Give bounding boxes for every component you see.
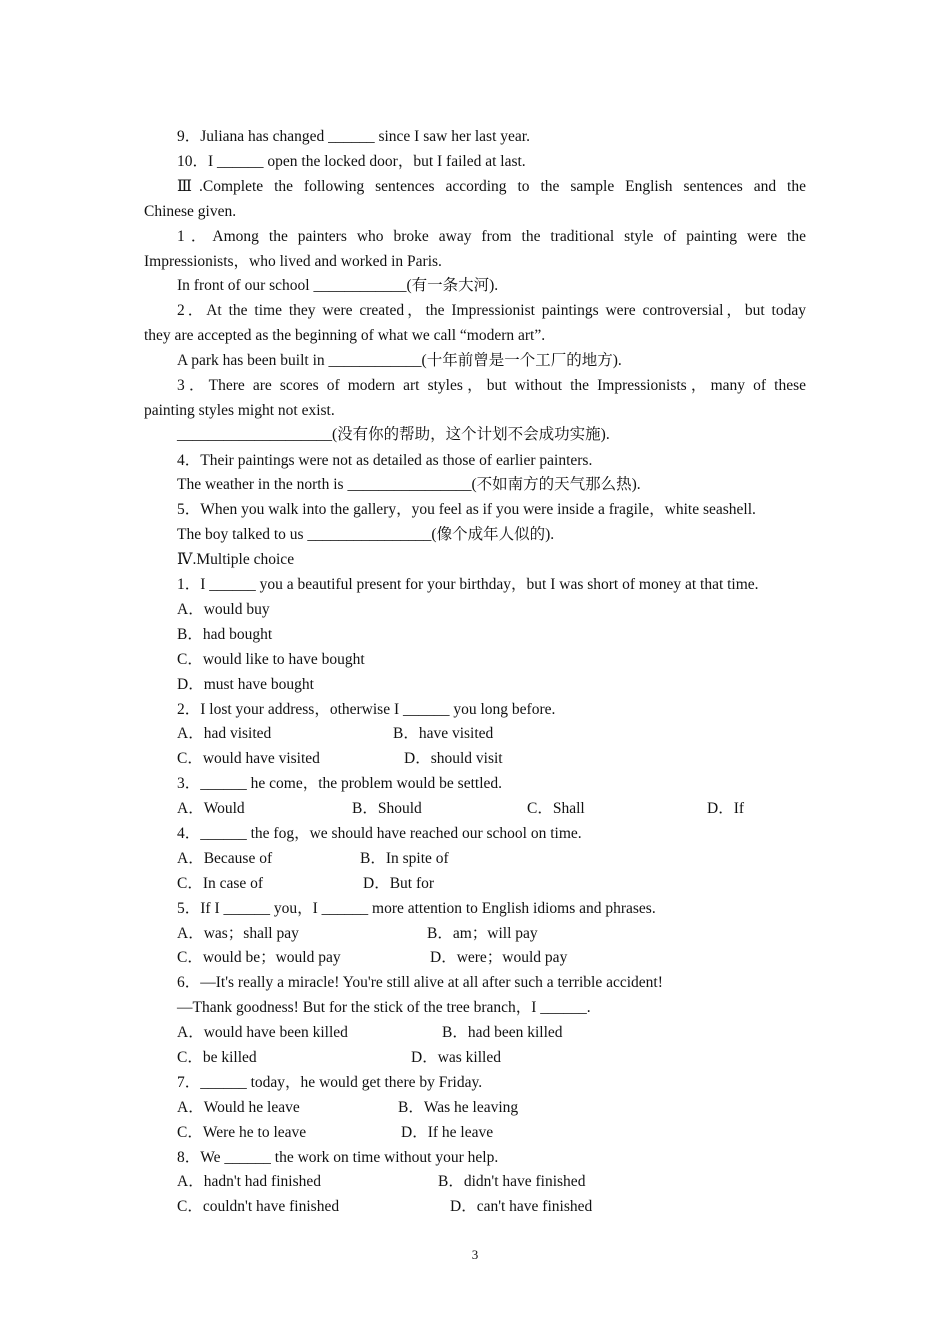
mc-7-option-c: C．Were he to leave [177,1124,307,1141]
mc-6-option-b: B．had been killed [442,1024,563,1041]
s3-item-1-sentence: 1．Among the painters who broke away from the traditional style of painting were the [177,228,806,245]
mc-4-option-d: D．But for [363,875,435,892]
mc-3-option-c: C．Shall [527,800,585,817]
mc-6-option-c: C．be killed [177,1049,257,1066]
mc-2-option-a: A．had visited [177,725,272,742]
mc-8-option-c: C．couldn't have finished [177,1198,340,1215]
mc-3-stem: 3．______ he come，the problem would be settled. [177,775,503,792]
mc-6-stem: 6．—It's really a miracle! You're still alive at all after such a terrible accident! [177,974,663,991]
page-number: 3 [471,1247,479,1262]
section-4-heading: Ⅳ.Multiple choice [177,551,295,568]
s3-item-5-task: The boy talked to us ________________(像个成年人似的). [177,526,555,543]
mc-7-option-a: A．Would he leave [177,1099,300,1116]
mc-7-option-b: B．Was he leaving [398,1099,519,1116]
mc-5-option-a: A．was；shall pay [177,925,299,942]
mc-2-option-b: B．have visited [393,725,494,742]
mc-5-stem: 5．If I ______ you，I ______ more attention to English idioms and phrases. [177,900,656,917]
s3-item-2-sentence: 2．At the time they were created，the Impressionist paintings were controversial，but today [177,302,806,319]
s3-item-2-task: A park has been built in ____________(十年前曾是一个工厂的地方). [177,352,622,369]
s3-item-1-task: In front of our school ____________(有一条大河). [177,277,499,294]
mc-3-option-a: A．Would [177,800,245,817]
s3-item-2-sentence-cont: they are accepted as the beginning of what we call “modern art”. [144,327,546,344]
section-3-heading: Ⅲ.Complete the following sentences according to the sample English sentences and the [177,178,806,195]
mc-2-option-c: C．would have visited [177,750,320,767]
mc-1-option-d: D．must have bought [177,676,314,693]
mc-4-stem: 4．______ the fog，we should have reached our school on time. [177,825,582,842]
s3-item-3-task: ____________________(没有你的帮助，这个计划不会成功实施). [177,426,610,443]
mc-1-option-b: B．had bought [177,626,273,643]
question-9: 9．Juliana has changed ______ since I saw her last year. [177,128,530,145]
mc-4-option-c: C．In case of [177,875,264,892]
s3-item-4-sentence: 4．Their paintings were not as detailed as those of earlier painters. [177,452,593,469]
mc-6-option-d: D．was killed [411,1049,501,1066]
s3-item-5-sentence: 5．When you walk into the gallery，you feel as if you were inside a fragile，white seashell. [177,501,756,518]
s3-item-1-sentence-cont: Impressionists，who lived and worked in Paris. [144,253,442,270]
mc-8-stem: 8．We ______ the work on time without your help. [177,1149,499,1166]
mc-4-option-a: A．Because of [177,850,273,867]
section-3-heading-cont: Chinese given. [144,203,237,220]
mc-5-option-c: C．would be；would pay [177,949,341,966]
mc-1-option-a: A．would buy [177,601,270,618]
mc-4-option-b: B．In spite of [360,850,449,867]
question-10: 10．I ______ open the locked door，but I failed at last. [177,153,526,170]
mc-1-option-c: C．would like to have bought [177,651,365,668]
mc-3-option-b: B．Should [352,800,422,817]
mc-1-stem: 1．I ______ you a beautiful present for your birthday，but I was short of money at that time. [177,576,759,593]
mc-7-stem: 7．______ today，he would get there by Friday. [177,1074,483,1091]
s3-item-3-sentence-cont: painting styles might not exist. [144,402,335,419]
s3-item-3-sentence: 3．There are scores of modern art styles，but without the Impressionists，many of these [177,377,806,394]
mc-6-option-a: A．would have been killed [177,1024,348,1041]
mc-5-option-b: B．am；will pay [427,925,538,942]
mc-2-option-d: D．should visit [404,750,503,767]
mc-5-option-d: D．were；would pay [430,949,568,966]
s3-item-4-task: The weather in the north is ________________(不如南方的天气那么热). [177,476,641,493]
mc-2-stem: 2．I lost your address，otherwise I ______ you long before. [177,701,556,718]
mc-3-option-d: D．If [707,800,745,817]
mc-8-option-b: B．didn't have finished [438,1173,586,1190]
mc-6-stem-reply: —Thank goodness! But for the stick of the tree branch，I ______. [177,999,591,1016]
mc-7-option-d: D．If he leave [401,1124,494,1141]
mc-8-option-a: A．hadn't had finished [177,1173,321,1190]
mc-8-option-d: D．can't have finished [450,1198,593,1215]
